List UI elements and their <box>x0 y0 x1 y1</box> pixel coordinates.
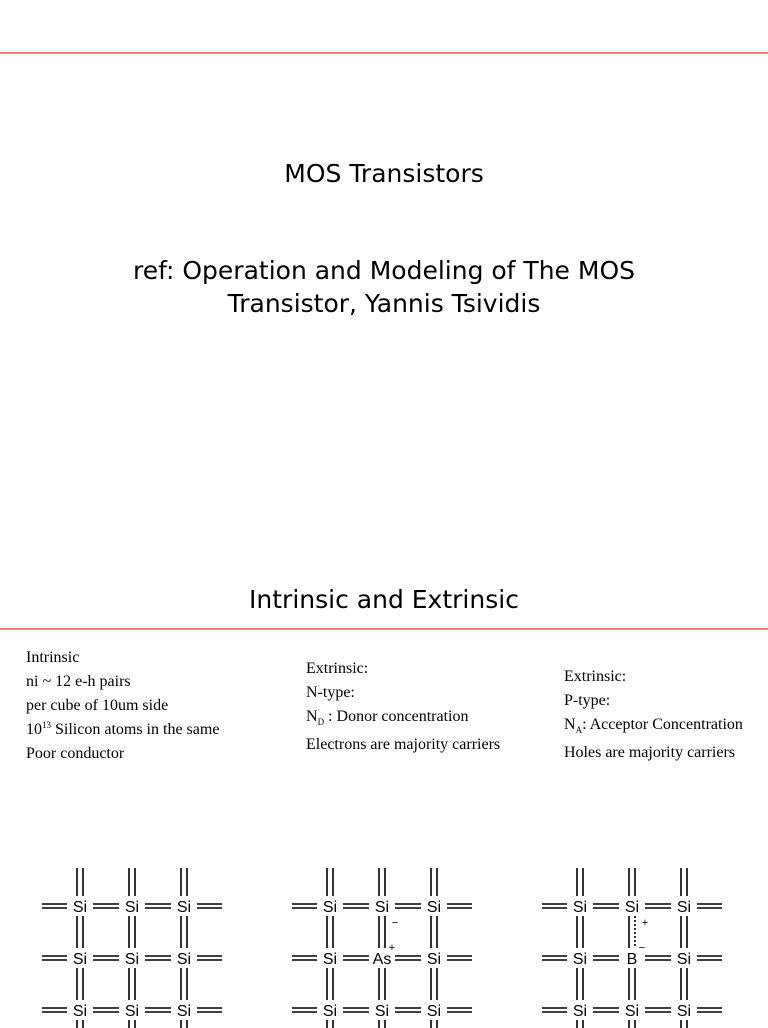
slide-title: MOS Transistors <box>284 159 484 188</box>
center-atom: As <box>372 951 392 968</box>
intrinsic-line-cube: per cube of 10um side <box>26 697 169 714</box>
intrinsic-heading: Intrinsic <box>26 649 80 666</box>
silicon-atom: Si <box>572 951 588 968</box>
silicon-atom: Si <box>426 951 442 968</box>
silicon-atom: Si <box>322 951 338 968</box>
charge-marker: + <box>388 942 396 954</box>
intrinsic-line-conductor: Poor conductor <box>26 745 125 762</box>
silicon-atom: Si <box>676 951 692 968</box>
ptype-carriers: Holes are majority carriers <box>564 744 736 761</box>
silicon-atom: Si <box>322 1003 338 1020</box>
ptype-acceptor-line: $N_A$: Acceptor Concentration <box>564 716 743 735</box>
silicon-atom: Si <box>624 899 640 916</box>
ptype-heading: Extrinsic: <box>564 668 627 685</box>
ntype-lattice-diagram <box>280 858 480 1028</box>
silicon-atom: Si <box>426 1003 442 1020</box>
section-divider <box>0 628 768 630</box>
ntype-heading: Extrinsic: <box>306 660 369 677</box>
top-divider <box>0 52 768 54</box>
silicon-atom: Si <box>176 951 192 968</box>
ptype-lattice-diagram <box>530 858 730 1028</box>
silicon-atom: Si <box>176 1003 192 1020</box>
ntype-carriers: Electrons are majority carriers <box>306 736 501 753</box>
silicon-atom: Si <box>176 899 192 916</box>
intrinsic-line-atoms: $10^{13}$ Silicon atoms in the same <box>26 720 220 738</box>
reference-line-2: Transistor, Yannis Tsividis <box>227 289 541 318</box>
center-atom: Si <box>124 951 140 968</box>
section-title: Intrinsic and Extrinsic <box>249 585 519 614</box>
ptype-label: P-type: <box>564 692 611 709</box>
ntype-notes <box>306 657 500 757</box>
ntype-donor-line: $N_D$ : Donor concentration <box>306 708 469 727</box>
silicon-atom: Si <box>624 1003 640 1020</box>
silicon-atom: Si <box>124 899 140 916</box>
silicon-atom: Si <box>572 899 588 916</box>
silicon-atom: Si <box>72 951 88 968</box>
intrinsic-lattice-diagram <box>30 858 230 1028</box>
silicon-atom: Si <box>426 899 442 916</box>
ntype-label: N-type: <box>306 684 355 701</box>
intrinsic-notes <box>26 646 219 766</box>
silicon-atom: Si <box>374 899 390 916</box>
silicon-atom: Si <box>124 1003 140 1020</box>
silicon-atom: Si <box>72 899 88 916</box>
charge-marker: + <box>641 917 649 929</box>
silicon-atom: Si <box>572 1003 588 1020</box>
silicon-atom: Si <box>322 899 338 916</box>
silicon-atom: Si <box>72 1003 88 1020</box>
charge-marker: − <box>391 917 399 929</box>
center-atom: B <box>626 951 638 968</box>
reference-line-1: ref: Operation and Modeling of The MOS <box>132 256 635 285</box>
charge-marker: − <box>638 942 646 954</box>
silicon-atom: Si <box>374 1003 390 1020</box>
intrinsic-line-ni: ni ~ 12 e-h pairs <box>26 673 131 690</box>
ptype-notes <box>564 665 743 765</box>
silicon-atom: Si <box>676 1003 692 1020</box>
silicon-atom: Si <box>676 899 692 916</box>
